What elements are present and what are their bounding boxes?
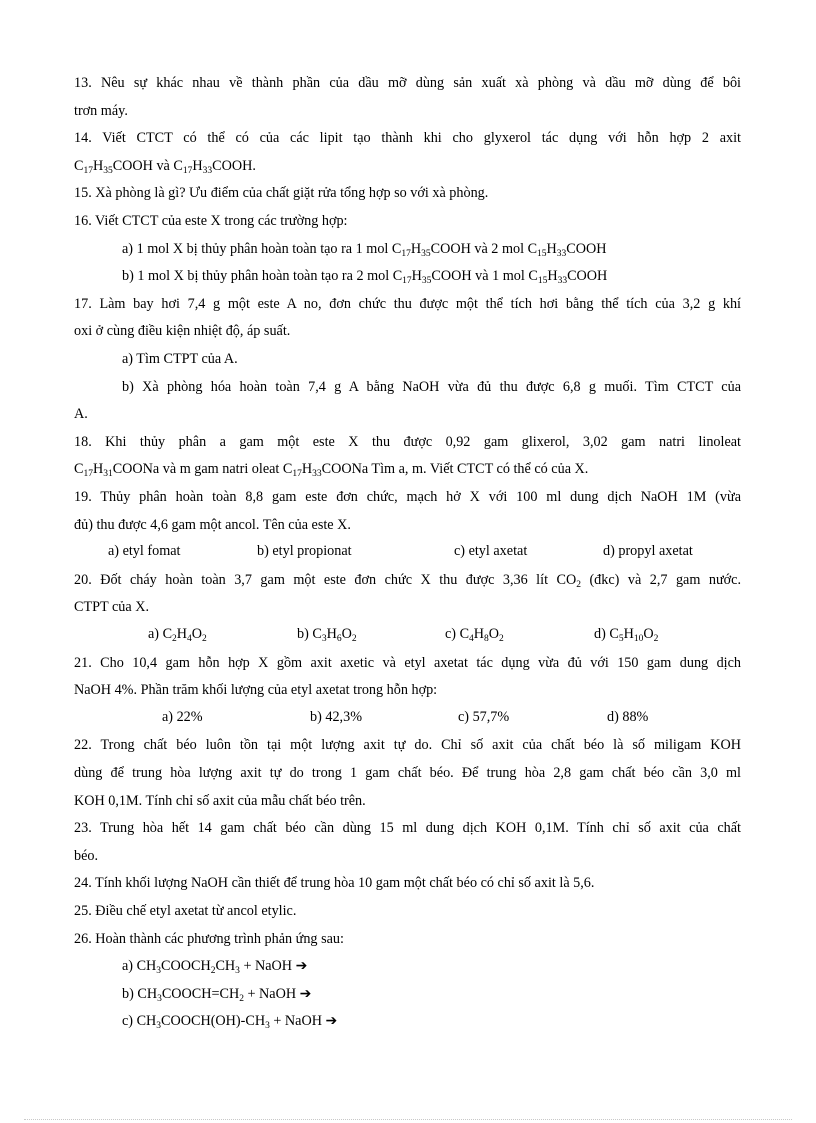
text-line: [122, 350, 741, 368]
subscript: 17: [83, 165, 93, 176]
text-run: dùng để trung hòa lượng axit tự do trong 1 gam chất béo. Để trung hòa 2,8 gam chất béo cần 3,0 ml: [74, 765, 741, 781]
subscript: 17: [401, 248, 411, 259]
text-run: b) 42,3%: [310, 708, 363, 725]
text-run: a) C: [148, 626, 173, 642]
text-run: C: [74, 157, 84, 174]
text-run: (đkc) và 2,7 gam nước.: [580, 571, 741, 588]
text-line: [74, 488, 741, 506]
text-run: béo.: [74, 847, 99, 864]
text-run: 25. Điều chế etyl axetat từ ancol etylic.: [74, 903, 297, 919]
text-run: 24. Tính khối lượng NaOH cần thiết để trung hòa 10 gam một chất béo có chỉ số axit là 5,6.: [74, 875, 595, 892]
text-line: [74, 322, 741, 340]
subscript: 2: [499, 634, 504, 644]
text-line: [74, 460, 741, 478]
answer-option: [594, 626, 658, 643]
text-line: [74, 874, 741, 892]
text-run: COOH và 1 mol C: [431, 268, 538, 285]
text-run: + NaOH ➔: [239, 958, 308, 975]
text-run: A.: [74, 406, 88, 423]
text-run: 20. Đốt cháy hoàn toàn 3,7 gam một este đơn chức X thu được 3,36 lít CO: [74, 571, 577, 588]
text-run: COOCH=CH: [161, 985, 240, 1002]
subscript: 8: [484, 634, 489, 644]
text-line: [74, 902, 741, 920]
subscript: 17: [402, 276, 412, 287]
text-run: C: [74, 461, 84, 478]
text-run: H: [623, 626, 634, 642]
subscript: 3: [156, 1021, 162, 1032]
text-run: CH: [215, 958, 236, 975]
text-run: H: [411, 268, 422, 285]
subscript: 3: [321, 634, 327, 644]
text-run: b) etyl propionat: [257, 543, 352, 560]
text-run: H: [301, 461, 313, 478]
text-line: [74, 792, 741, 810]
text-run: COOH: [567, 268, 608, 285]
text-line: [74, 847, 741, 865]
text-line: [74, 129, 741, 147]
answer-option: [603, 543, 693, 560]
text-run: d) C: [594, 626, 619, 642]
text-line: [74, 212, 741, 230]
text-line: [122, 267, 741, 285]
text-line: [74, 598, 741, 616]
text-run: KOH 0,1M. Tính chỉ số axit của mẫu chất béo trên.: [74, 792, 366, 809]
subscript: 33: [202, 165, 213, 176]
text-run: + NaOH ➔: [269, 1013, 338, 1030]
subscript: 17: [292, 469, 302, 480]
subscript: 2: [653, 634, 659, 644]
subscript: 2: [172, 634, 177, 644]
text-line: [122, 1012, 741, 1030]
text-run: COOH và C: [112, 157, 183, 174]
text-line: [74, 736, 741, 754]
text-run: COOCH: [161, 958, 211, 975]
text-run: H: [546, 240, 557, 257]
text-run: 18. Khi thủy phân a gam một este X thu được 0,92 gam glixerol, 3,02 gam natri linoleat: [74, 433, 741, 450]
text-run: b) 1 mol X bị thủy phân hoàn toàn tạo ra 2 mol C: [122, 268, 403, 285]
subscript: 15: [537, 276, 548, 287]
subscript: 3: [156, 966, 162, 977]
text-line: [122, 985, 741, 1003]
text-run: 15. Xà phòng là gì? Ưu điểm của chất giặt rửa tổng hợp so với xà phòng.: [74, 185, 489, 202]
text-run: d) propyl axetat: [603, 543, 693, 560]
subscript: 5: [618, 634, 624, 644]
subscript: 2: [239, 993, 244, 1004]
text-run: b) Xà phòng hóa hoàn toàn 7,4 g A bằng NaOH vừa đủ thu được 6,8 g muối. Tìm CTCT của: [122, 378, 741, 395]
text-run: a) etyl fomat: [108, 543, 181, 560]
subscript: 2: [202, 634, 207, 644]
text-line: [74, 654, 741, 672]
text-run: c) 57,7%: [458, 708, 510, 725]
text-run: b) C: [297, 626, 322, 642]
text-line: [74, 516, 741, 534]
text-run: 19. Thủy phân hoàn toàn 8,8 gam este đơn chức, mạch hở X với 100 ml dung dịch NaOH 1M (vừa: [74, 489, 741, 505]
text-run: COOH: [566, 240, 607, 257]
subscript: 35: [421, 248, 431, 259]
text-line: [122, 957, 741, 975]
subscript: 3: [157, 993, 162, 1004]
subscript: 4: [187, 634, 192, 644]
subscript: 6: [336, 634, 342, 644]
text-run: COONa Tìm a, m. Viết CTCT có thể có của X.: [321, 461, 589, 478]
text-run: H: [547, 268, 558, 285]
subscript: 15: [537, 248, 547, 259]
text-run: COOH và 2 mol C: [430, 240, 538, 257]
subscript: 4: [469, 634, 474, 644]
text-line: [122, 240, 741, 258]
answer-option: [148, 626, 207, 643]
subscript: 33: [557, 276, 568, 287]
answer-option: [607, 709, 648, 726]
subscript: 2: [576, 579, 581, 589]
subscript: 10: [633, 634, 644, 644]
text-run: đủ) thu được 4,6 gam một ancol. Tên của este X.: [74, 516, 351, 533]
subscript: 35: [421, 276, 432, 287]
subscript: 35: [103, 165, 113, 176]
text-run: c) CH: [122, 1013, 157, 1030]
text-run: H: [92, 157, 104, 174]
text-line: [74, 184, 741, 202]
page-bottom-border: [24, 1119, 792, 1120]
answer-option: [458, 709, 509, 726]
text-run: H: [473, 626, 485, 642]
text-run: H: [176, 626, 188, 642]
text-run: O: [488, 626, 500, 642]
subscript: 3: [265, 1021, 270, 1032]
answer-option: [454, 543, 527, 560]
text-run: b) CH: [122, 985, 158, 1002]
text-run: 17. Làm bay hơi 7,4 g một este A no, đơn chức thu được một thể tích hơi bằng thể tích của 3,2 g khí: [74, 295, 741, 312]
text-run: O: [191, 626, 203, 642]
subscript: 33: [556, 248, 567, 259]
text-run: d) 88%: [607, 708, 649, 725]
answer-option: [310, 709, 362, 726]
text-line: [74, 433, 741, 451]
answer-option: [257, 543, 352, 560]
text-run: 16. Viết CTCT của este X trong các trường hợp:: [74, 213, 348, 229]
text-line: [74, 764, 741, 782]
text-run: H: [92, 461, 104, 478]
subscript: 17: [83, 469, 93, 480]
text-run: a) Tìm CTPT của A.: [122, 351, 238, 367]
text-run: CTPT của X.: [74, 599, 150, 616]
text-run: a) 22%: [162, 708, 203, 725]
text-run: H: [326, 626, 337, 642]
text-run: COONa và m gam natri oleat C: [112, 461, 293, 478]
subscript: 2: [210, 966, 216, 977]
text-line: [74, 681, 741, 699]
text-run: c) C: [445, 626, 470, 642]
text-line: [74, 295, 741, 313]
text-run: H: [192, 157, 203, 174]
text-run: c) etyl axetat: [454, 543, 528, 560]
text-line: [74, 571, 741, 589]
text-run: NaOH 4%. Phần trăm khối lượng của etyl axetat trong hỗn hợp:: [74, 682, 438, 699]
text-run: oxi ở cùng điều kiện nhiệt độ, áp suất.: [74, 323, 291, 340]
text-run: 26. Hoàn thành các phương trình phản ứng sau:: [74, 930, 344, 947]
subscript: 17: [182, 165, 193, 176]
text-run: 14. Viết CTCT có thể có của các lipit tạo thành khi cho glyxerol tác dụng với hỗn hợp 2 axit: [74, 130, 741, 147]
text-line: [74, 102, 741, 120]
answer-option: [445, 626, 504, 643]
text-run: 13. Nêu sự khác nhau về thành phần của dầu mỡ dùng sản xuất xà phòng và dầu mỡ dùng để bôi: [74, 75, 741, 91]
answer-option: [108, 543, 180, 560]
text-line: [74, 405, 741, 423]
subscript: 33: [312, 469, 322, 480]
subscript: 31: [103, 469, 113, 480]
text-run: 23. Trung hòa hết 14 gam chất béo cần dùng 15 ml dung dịch KOH 0,1M. Tính chỉ số axit của chất: [74, 820, 741, 837]
text-run: + NaOH ➔: [243, 985, 312, 1002]
text-run: COOCH(OH)-CH: [161, 1013, 266, 1030]
text-line: [74, 819, 741, 837]
text-run: a) CH: [122, 958, 157, 975]
text-run: 21. Cho 10,4 gam hỗn hợp X gồm axit axetic và etyl axetat tác dụng vừa đủ với 150 gam dung dịch: [74, 654, 741, 671]
text-run: 22. Trong chất béo luôn tồn tại một lượng axit tự do. Chỉ số axit của chất béo là số miligam KOH: [74, 737, 741, 754]
subscript: 2: [351, 634, 357, 644]
answer-option: [162, 709, 203, 726]
subscript: 3: [235, 966, 240, 977]
text-line: [122, 378, 741, 396]
answer-option: [297, 626, 357, 643]
text-run: trơn máy.: [74, 102, 128, 119]
text-run: O: [341, 626, 352, 642]
text-line: [74, 74, 741, 92]
text-run: COOH.: [212, 157, 256, 174]
text-run: O: [643, 626, 654, 642]
text-line: [74, 157, 741, 175]
text-run: H: [410, 240, 422, 257]
text-run: a) 1 mol X bị thủy phân hoàn toàn tạo ra 1 mol C: [122, 240, 402, 257]
text-line: [74, 930, 741, 948]
